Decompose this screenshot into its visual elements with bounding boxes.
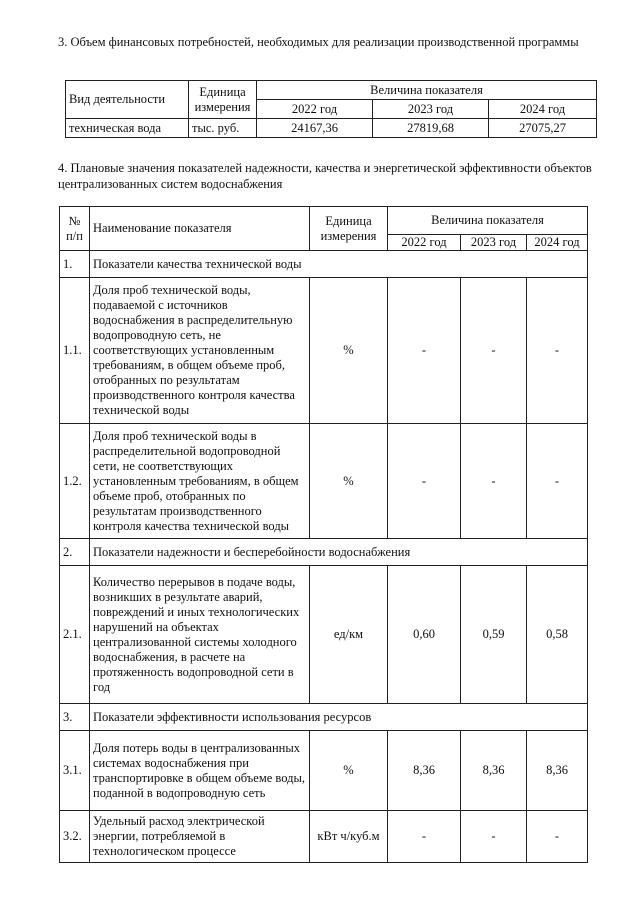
row-num: 2.1. — [60, 566, 90, 704]
section3-heading: 3. Объем финансовых потребностей, необходимых для реализации производственной программы — [58, 35, 579, 49]
row-num: 3.1. — [60, 731, 90, 811]
section-num: 1. — [60, 251, 90, 278]
year-2022-header: 2022 год — [388, 235, 461, 251]
value-2022: 8,36 — [388, 731, 461, 811]
value-2022: 0,60 — [388, 566, 461, 704]
value-2022: - — [388, 424, 461, 539]
section-row-3 — [60, 704, 588, 731]
value-2023: 8,36 — [461, 731, 527, 811]
year-2024-header: 2024 год — [527, 235, 588, 251]
unit-cell: кВт ч/куб.м — [310, 811, 388, 863]
financial-needs-table — [65, 80, 597, 138]
col-unit-header: Единица измерения — [310, 207, 388, 251]
col-name-header: Наименование показателя — [90, 207, 310, 251]
indicator-name: Доля проб технической воды в распределительной водопроводной сети, не соответствующих установленным требованиям, в общем объеме проб, отобранных по результатам производственного контроля качества технической воды — [90, 424, 310, 539]
year-2023-header: 2023 год — [373, 100, 489, 119]
value-2023: 27819,68 — [373, 119, 489, 138]
year-2022-header: 2022 год — [257, 100, 373, 119]
table-row — [60, 424, 588, 539]
value-2022: - — [388, 278, 461, 424]
section-num: 3. — [60, 704, 90, 731]
section4-heading: 4. Плановые значения показателей надежности, качества и энергетической эффективности объектов централизованных систем водоснабжения — [58, 161, 592, 191]
indicator-name: Доля потерь воды в централизованных системах водоснабжения при транспортировке в общем объеме воды, поданной в водопроводную сеть — [90, 731, 310, 811]
indicator-name: Доля проб технической воды, подаваемой с источников водоснабжения в распределительную водопроводную сеть, не соответствующих установленным требованиям, в общем объеме проб, отобранных по результатам производственного контроля качества технической воды — [90, 278, 310, 424]
value-2022: 24167,36 — [257, 119, 373, 138]
value-2023: - — [461, 278, 527, 424]
indicator-name: Количество перерывов в подаче воды, возникших в результате аварий, повреждений и иных технологических нарушений на объектах централизованной системы холодного водоснабжения, в расчете на протяженность водопроводной сети в год — [90, 566, 310, 704]
year-2024-header: 2024 год — [489, 100, 597, 119]
unit-cell: ед/км — [310, 566, 388, 704]
unit-cell: тыс. руб. — [189, 119, 257, 138]
table-row — [60, 278, 588, 424]
value-2023: - — [461, 424, 527, 539]
unit-cell: % — [310, 424, 388, 539]
year-2023-header: 2023 год — [461, 235, 527, 251]
unit-cell: % — [310, 731, 388, 811]
row-num: 1.2. — [60, 424, 90, 539]
unit-cell: % — [310, 278, 388, 424]
value-2023: 0,59 — [461, 566, 527, 704]
section-title: Показатели надежности и бесперебойности водоснабжения — [90, 539, 588, 566]
table-row — [60, 731, 588, 811]
col-value-header: Величина показателя — [257, 81, 597, 100]
row-num: 1.1. — [60, 278, 90, 424]
indicators-table — [59, 206, 588, 863]
value-2023: - — [461, 811, 527, 863]
table-row — [60, 811, 588, 863]
indicator-name: Удельный расход электрической энергии, потребляемой в технологическом процессе — [90, 811, 310, 863]
value-2022: - — [388, 811, 461, 863]
section-title: Показатели качества технической воды — [90, 251, 588, 278]
value-2024: - — [527, 811, 588, 863]
value-2024: - — [527, 278, 588, 424]
table-row — [60, 566, 588, 704]
col-activity-header: Вид деятельности — [66, 81, 189, 119]
value-2024: 8,36 — [527, 731, 588, 811]
col-value-header: Величина показателя — [388, 207, 588, 235]
section-title: Показатели эффективности использования ресурсов — [90, 704, 588, 731]
section-row-1 — [60, 251, 588, 278]
col-unit-header: Единица измерения — [189, 81, 257, 119]
value-2024: 27075,27 — [489, 119, 597, 138]
section-row-2 — [60, 539, 588, 566]
activity-cell: техническая вода — [66, 119, 189, 138]
value-2024: - — [527, 424, 588, 539]
row-num: 3.2. — [60, 811, 90, 863]
table-row — [66, 119, 597, 138]
col-num-header: № п/п — [60, 207, 90, 251]
value-2024: 0,58 — [527, 566, 588, 704]
section-num: 2. — [60, 539, 90, 566]
